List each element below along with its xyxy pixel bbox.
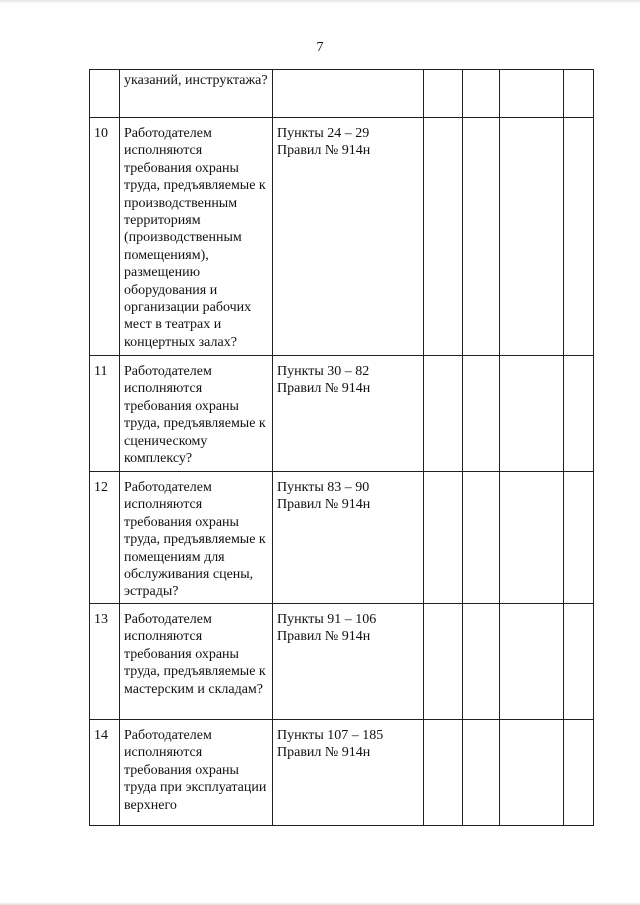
table-row — [90, 472, 594, 604]
table-row — [90, 720, 594, 826]
reference-rules: Правил № 914н — [277, 381, 371, 397]
answer-cell-yes — [424, 720, 463, 826]
row-number — [90, 70, 120, 118]
answer-cell-no — [463, 356, 500, 472]
answer-cell-not-applicable — [500, 604, 564, 720]
question-text: указаний, инструктажа? — [120, 70, 273, 118]
row-number: 12 — [90, 472, 120, 604]
answer-cell-yes — [424, 118, 463, 356]
answer-cell-yes — [424, 472, 463, 604]
requirement-reference — [273, 356, 424, 472]
answer-cell-no — [463, 604, 500, 720]
row-number: 10 — [90, 118, 120, 356]
table-row — [90, 604, 594, 720]
answer-cell-note — [564, 720, 594, 826]
reference-points: Пункты 83 – 90 — [277, 480, 370, 495]
answer-cell-not-applicable — [500, 356, 564, 472]
checklist-table — [89, 69, 594, 826]
question-text: Работодателем исполняются требования охраны труда при эксплуатации верхнего — [120, 720, 273, 826]
reference-rules: Правил № 914н — [277, 629, 371, 645]
answer-cell-not-applicable — [500, 118, 564, 356]
requirement-reference — [273, 70, 424, 118]
answer-cell-no — [463, 118, 500, 356]
scan-edge-top — [0, 0, 640, 4]
question-text: Работодателем исполняются требования охраны труда, предъявляемые к сценическому комплексу? — [120, 356, 273, 472]
reference-rules: Правил № 914н — [277, 745, 371, 761]
table-row — [90, 70, 594, 118]
answer-cell-not-applicable — [500, 720, 564, 826]
question-text: Работодателем исполняются требования охраны труда, предъявляемые к производственным территориям (производственным помещениям), размещению оборудования и организации рабочих мест в театрах и концертных залах? — [120, 118, 273, 356]
answer-cell-yes — [424, 356, 463, 472]
requirement-reference — [273, 720, 424, 826]
answer-cell-not-applicable — [500, 70, 564, 118]
answer-cell-note — [564, 604, 594, 720]
reference-points: Пункты 91 – 106 — [277, 612, 377, 627]
answer-cell-not-applicable — [500, 472, 564, 604]
table-row — [90, 356, 594, 472]
row-number: 11 — [90, 356, 120, 472]
table-row — [90, 118, 594, 356]
answer-cell-no — [463, 720, 500, 826]
question-text: Работодателем исполняются требования охраны труда, предъявляемые к мастерским и складам? — [120, 604, 273, 720]
row-number: 14 — [90, 720, 120, 826]
answer-cell-note — [564, 70, 594, 118]
reference-rules: Правил № 914н — [277, 143, 371, 159]
requirement-reference — [273, 604, 424, 720]
reference-rules: Правил № 914н — [277, 497, 371, 513]
answer-cell-yes — [424, 604, 463, 720]
answer-cell-no — [463, 70, 500, 118]
row-number: 13 — [90, 604, 120, 720]
reference-points: Пункты 107 – 185 — [277, 728, 384, 743]
answer-cell-note — [564, 356, 594, 472]
page-number: 7 — [316, 40, 324, 55]
answer-cell-note — [564, 472, 594, 604]
answer-cell-yes — [424, 70, 463, 118]
answer-cell-no — [463, 472, 500, 604]
answer-cell-note — [564, 118, 594, 356]
requirement-reference — [273, 472, 424, 604]
reference-points: Пункты 24 – 29 — [277, 126, 370, 141]
requirement-reference — [273, 118, 424, 356]
question-text: Работодателем исполняются требования охраны труда, предъявляемые к помещениям для обслуживания сцены, эстрады? — [120, 472, 273, 604]
reference-points: Пункты 30 – 82 — [277, 364, 370, 379]
